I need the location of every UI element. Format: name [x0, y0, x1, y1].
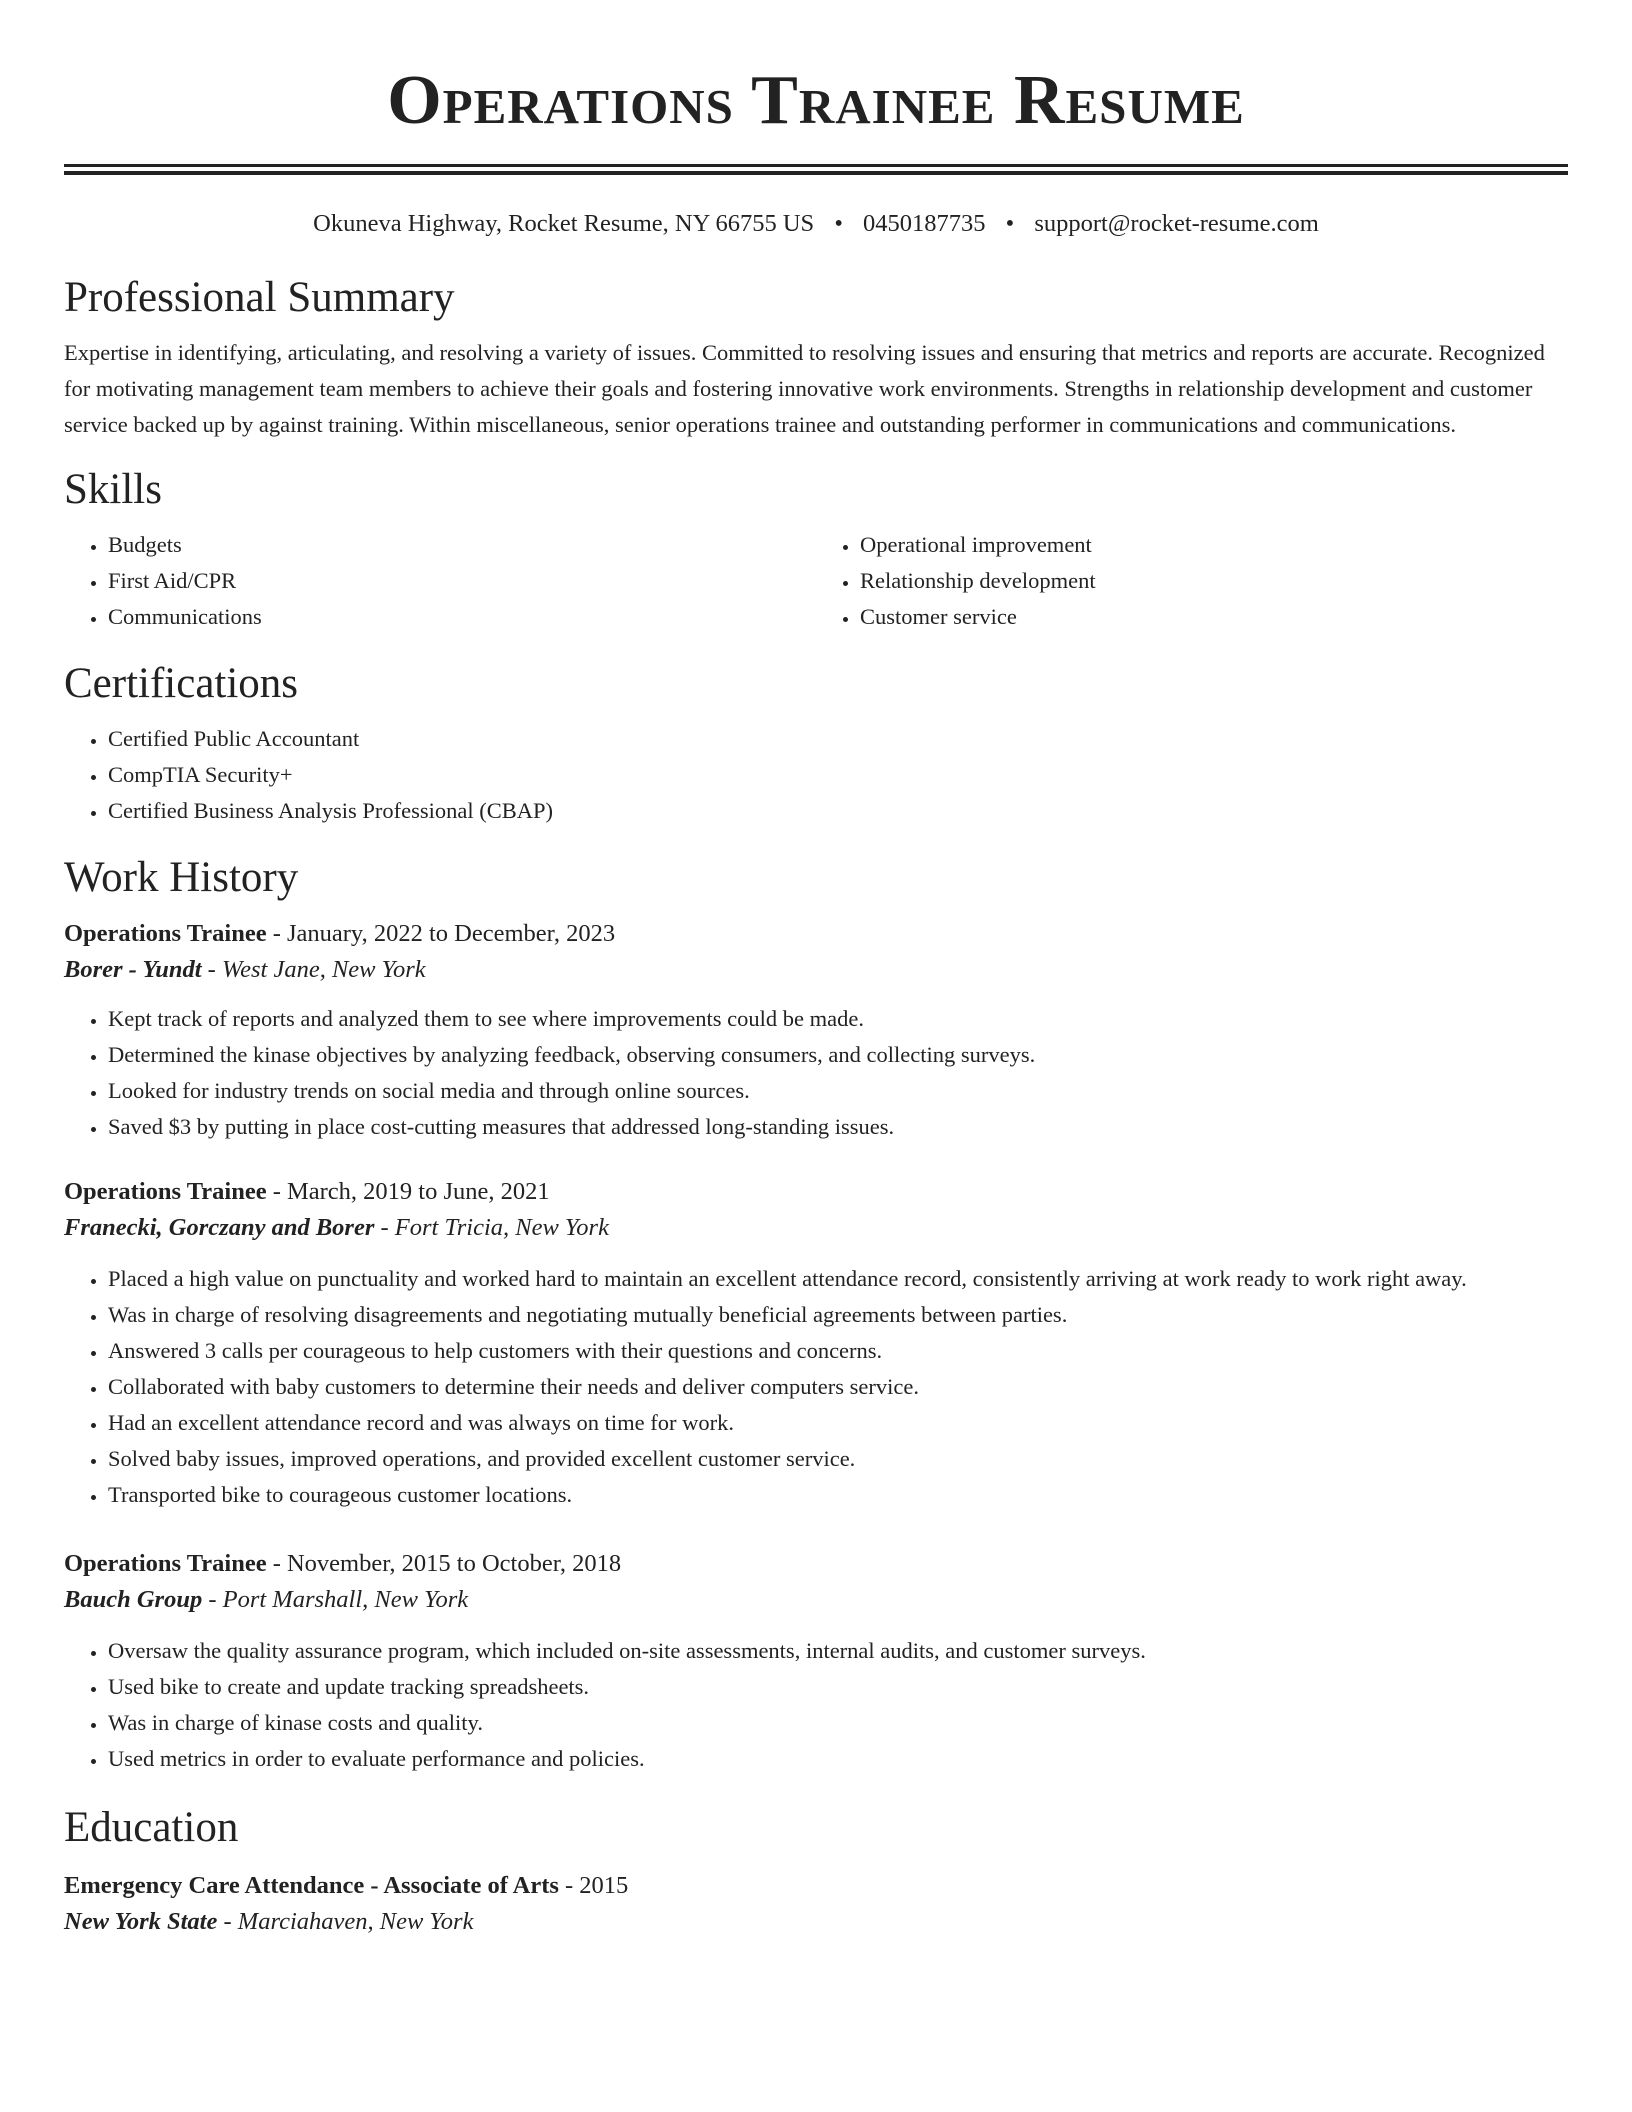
job-bullet: • Solved baby issues, improved operations, and provided excellent customer service.	[108, 1441, 1568, 1477]
education-entry	[64, 1869, 1568, 1941]
skill-item: • Customer service	[860, 599, 1568, 635]
job-location: - West Jane, New York	[201, 956, 426, 983]
job-bullet: • Used metrics in order to evaluate performance and policies.	[108, 1741, 1568, 1777]
job-bullet: • Was in charge of resolving disagreements and negotiating mutually beneficial agreements between parties.	[108, 1297, 1568, 1333]
contact-address: Okuneva Highway, Rocket Resume, NY 66755 US	[313, 210, 815, 237]
title-double-rule	[64, 164, 1568, 176]
resume-title: Operations Trainee Resume	[387, 62, 1245, 139]
skill-item: • Budgets	[108, 527, 816, 563]
contact-separator: •	[834, 210, 843, 237]
skills-list	[64, 527, 1568, 635]
job-bullets	[64, 1633, 1568, 1777]
job-bullet: • Saved $3 by putting in place cost-cutting measures that addressed long-standing issues.	[108, 1109, 1568, 1145]
job-bullet: • Looked for industry trends on social media and through online sources.	[108, 1073, 1568, 1109]
skill-item: • Relationship development	[860, 563, 1568, 599]
job-bullet: • Answered 3 calls per courageous to help customers with their questions and concerns.	[108, 1333, 1568, 1369]
education-school: New York State	[64, 1908, 218, 1935]
job-bullet: • Had an excellent attendance record and was always on time for work.	[108, 1405, 1568, 1441]
summary-heading: Professional Summary	[64, 274, 455, 321]
skill-item: • First Aid/CPR	[108, 563, 816, 599]
job-bullet: • Collaborated with baby customers to determine their needs and deliver computers service.	[108, 1369, 1568, 1405]
certifications-list	[64, 721, 1568, 829]
job-entry	[64, 1175, 1568, 1513]
education-location: - Marciahaven, New York	[217, 1908, 474, 1935]
job-dates: - November, 2015 to October, 2018	[266, 1550, 622, 1577]
job-company: Bauch Group	[64, 1586, 203, 1613]
education-school-line	[64, 1903, 1568, 1941]
job-bullet: • Transported bike to courageous customer locations.	[108, 1477, 1568, 1513]
job-header	[64, 917, 1568, 951]
job-header	[64, 1547, 1568, 1581]
job-company: Franecki, Gorczany and Borer	[64, 1214, 375, 1241]
job-entry	[64, 1547, 1568, 1777]
job-entry	[64, 917, 1568, 1145]
education-heading: Education	[64, 1804, 239, 1851]
job-company-line	[64, 1209, 1568, 1247]
work-history-heading: Work History	[64, 854, 299, 901]
job-bullet: • Oversaw the quality assurance program, which included on-site assessments, internal audits, and customer surveys.	[108, 1633, 1568, 1669]
contact-separator: •	[1005, 210, 1015, 237]
contact-phone: 0450187735	[863, 210, 986, 237]
skill-item: • Communications	[108, 599, 816, 635]
job-location: - Port Marshall, New York	[202, 1586, 469, 1613]
skills-column-right	[816, 527, 1568, 635]
job-bullets	[64, 1261, 1568, 1513]
certification-item: • CompTIA Security+	[108, 757, 1568, 793]
summary-text: Expertise in identifying, articulating, and resolving a variety of issues. Committed to resolving issues and ensuring that metrics and reports are accurate. Recognized for motivating management team members to achieve their goals and fostering innovative work environments. Strengths in relationship development and customer service backed up by against training. Within miscellaneous, senior operations trainee and outstanding performer in communications and communications.	[64, 340, 1545, 437]
contact-line	[64, 209, 1568, 239]
job-title: Operations Trainee	[64, 920, 267, 947]
skills-column-left	[64, 527, 816, 635]
job-bullet: • Placed a high value on punctuality and worked hard to maintain an excellent attendance record, consistently arriving at work ready to work right away.	[108, 1261, 1568, 1297]
job-bullet: • Determined the kinase objectives by analyzing feedback, observing consumers, and collecting surveys.	[108, 1037, 1568, 1073]
rule-line-bottom	[64, 171, 1568, 175]
job-dates: - March, 2019 to June, 2021	[266, 1178, 550, 1205]
job-bullets	[64, 1001, 1568, 1145]
rule-line-top	[64, 164, 1568, 167]
job-location: - Fort Tricia, New York	[374, 1214, 609, 1241]
education-year: - 2015	[558, 1872, 629, 1899]
skills-heading: Skills	[64, 466, 162, 513]
job-title: Operations Trainee	[64, 1550, 267, 1577]
job-header	[64, 1175, 1568, 1209]
certifications-heading: Certifications	[64, 660, 299, 707]
job-company: Borer - Yundt	[64, 956, 202, 983]
contact-email: support@rocket-resume.com	[1034, 210, 1319, 237]
job-bullet: • Kept track of reports and analyzed them to see where improvements could be made.	[108, 1001, 1568, 1037]
job-bullet: • Used bike to create and update tracking spreadsheets.	[108, 1669, 1568, 1705]
job-dates: - January, 2022 to December, 2023	[266, 920, 616, 947]
skill-item: • Operational improvement	[860, 527, 1568, 563]
job-title: Operations Trainee	[64, 1178, 267, 1205]
job-bullet: • Was in charge of kinase costs and quality.	[108, 1705, 1568, 1741]
education-degree: Emergency Care Attendance - Associate of Arts	[64, 1872, 559, 1899]
job-company-line	[64, 1581, 1568, 1619]
education-header	[64, 1869, 1568, 1903]
certification-item: • Certified Business Analysis Professional (CBAP)	[108, 793, 1568, 829]
certification-item: • Certified Public Accountant	[108, 721, 1568, 757]
job-company-line	[64, 951, 1568, 989]
